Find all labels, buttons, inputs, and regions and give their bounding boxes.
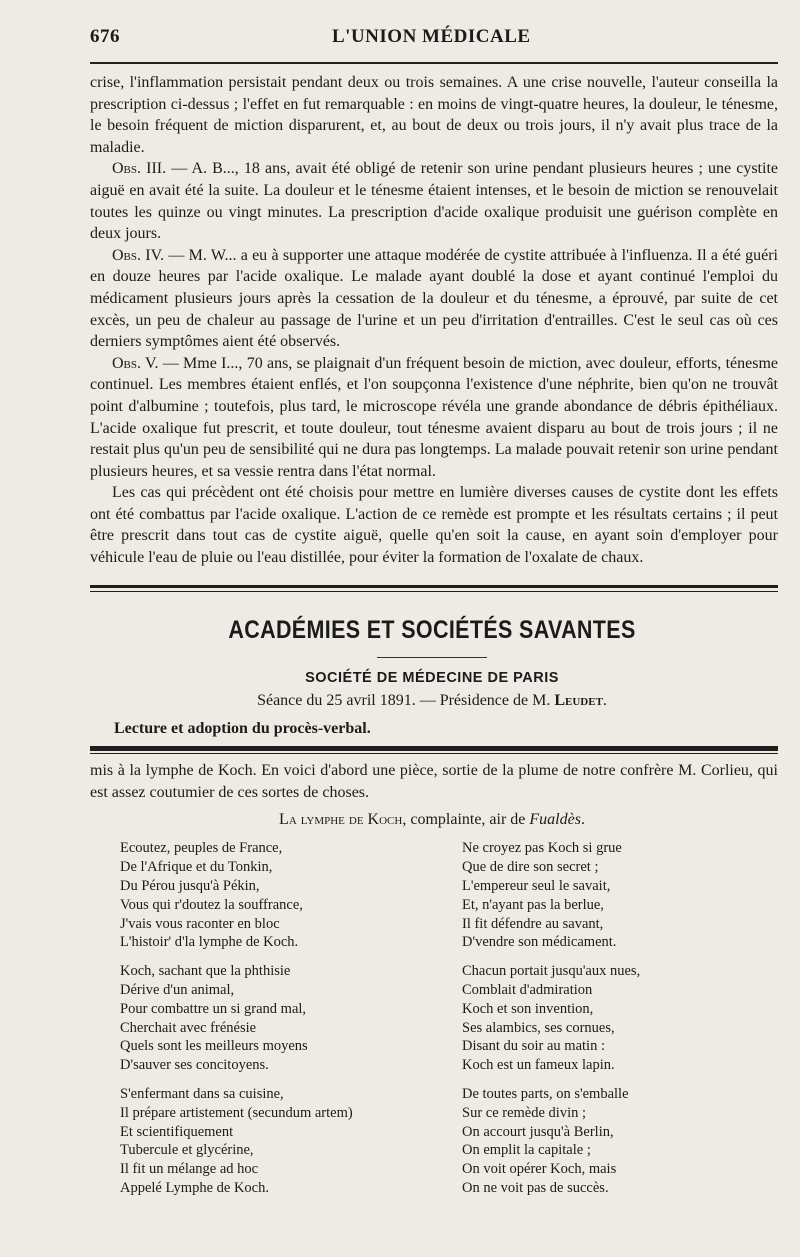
verse-line: Du Pérou jusqu'à Pékin, bbox=[120, 877, 260, 894]
stanza bbox=[462, 1085, 762, 1198]
verse-line: Il prépare artistement (secundum artem) bbox=[120, 1104, 353, 1121]
poem-title-rest: , complainte, air de bbox=[402, 811, 530, 829]
verse-line: Cherchait avec frénésie bbox=[120, 1019, 257, 1036]
header-rule bbox=[90, 62, 778, 64]
verse-line: D'sauver ses concitoyens. bbox=[120, 1057, 269, 1074]
paragraph bbox=[90, 353, 778, 483]
verse-line: D'vendre son médicament. bbox=[462, 934, 617, 951]
paragraph-text: Les cas qui précèdent ont été choisis pour mettre en lumière diverses causes de cystite dont les effets ont été combattus par l'acide oxalique. L'action de ce remède est prompte et les résultats certains ; il peut être prescrit dans tout cas de cystite aiguë, quelle qu'en soit la cause, en ayant soin d'employer pour véhicule l'eau de pluie ou l'eau distillée, pour éviter la formation de l'oxalate de chaux. bbox=[90, 484, 778, 567]
paragraph bbox=[90, 245, 778, 353]
verse-line: De l'Afrique et du Tonkin, bbox=[120, 859, 273, 876]
verse-line: Et, n'ayant pas la berlue, bbox=[462, 896, 604, 913]
stanza bbox=[462, 962, 762, 1075]
article-body bbox=[82, 72, 782, 569]
continuation-text: mis à la lymphe de Koch. En voici d'abord une pièce, sortie de la plume de notre confrère M. Corlieu, qui est assez coutumier de ces sortes de choses. bbox=[90, 762, 778, 801]
session-line bbox=[82, 692, 782, 710]
verse-line: On ne voit pas de succès. bbox=[462, 1179, 609, 1196]
poem-column-left bbox=[120, 839, 420, 1207]
journal-title: L'UNION MÉDICALE bbox=[332, 26, 531, 47]
verse-line: Pour combattre un si grand mal, bbox=[120, 1000, 307, 1017]
paragraph-text: — A. B..., 18 ans, avait été obligé de retenir son urine pendant plusieurs heures ; une cystite aiguë en avait été la suite. La douleur et le ténesme étaient intenses, et le besoin de miction se renouvelait toutes les quinze ou vingt minutes. La prescription d'acide oxalique produisit une guérison complète en deux jours. bbox=[90, 160, 778, 243]
verse-line: Dérive d'un animal, bbox=[120, 981, 235, 998]
poem-column-right bbox=[462, 839, 762, 1207]
verse-line: Appelé Lymphe de Koch. bbox=[120, 1179, 269, 1196]
verse-line: Koch et son invention, bbox=[462, 1000, 594, 1017]
verse-line: Tubercule et glycérine, bbox=[120, 1142, 254, 1159]
page-number: 676 bbox=[90, 26, 120, 47]
stanza bbox=[120, 1085, 420, 1198]
paragraph bbox=[90, 482, 778, 568]
verse-line: Ecoutez, peuples de France, bbox=[120, 840, 283, 857]
verse-line: Ne croyez pas Koch si grue bbox=[462, 840, 622, 857]
verse-line: Ses alambics, ses cornues, bbox=[462, 1019, 615, 1036]
divider-line bbox=[90, 746, 778, 751]
session-text: Séance du 25 avril 1891. — Présidence de M. bbox=[257, 692, 555, 710]
paragraph-text: crise, l'inflammation persistait pendant deux ou trois semaines. A une crise nouvelle, l'auteur conseilla la prescription ci-dessus ; l'effet en fut remarquable : en moins de vingt-quatre heures, la douleur, le ténesme, le besoin fréquent de miction disparurent, et, au bout de deux ou trois jours, il n'y avait plus trace de la maladie. bbox=[90, 74, 778, 156]
verse-line: J'vais vous raconter en bloc bbox=[120, 915, 280, 932]
verse-line: Koch est un fameux lapin. bbox=[462, 1057, 615, 1074]
verse-line: Comblait d'admiration bbox=[462, 981, 593, 998]
paragraph bbox=[90, 158, 778, 244]
verse-line: On accourt jusqu'à Berlin, bbox=[462, 1123, 614, 1140]
paragraph bbox=[90, 72, 778, 158]
verse-line: Koch, sachant que la phthisie bbox=[120, 963, 291, 980]
paragraph-text: — M. W... a eu à supporter une attaque modérée de cystite attribuée à l'influenza. Il a été guéri en douze heures par l'acide oxalique. Le malade ayant doublé la dose et ayant continué l'emploi du médicament plusieurs jours après la cessation de la douleur et du ténesme, a éprouvé, par suite de cet excès, un peu de chaleur au passage de l'urine et un peu d'irritation d'entrailles. C'est le seul cas où ces derniers symptômes aient été observés. bbox=[90, 246, 778, 351]
session-end: . bbox=[602, 692, 607, 710]
verse-line: On voit opérer Koch, mais bbox=[462, 1161, 617, 1178]
verse-line: Chacun portait jusqu'aux nues, bbox=[462, 963, 641, 980]
stanza bbox=[120, 839, 420, 952]
poem-title-main: La lymphe de Koch bbox=[279, 811, 403, 829]
section-heading: ACADÉMIES ET SOCIÉTÉS SAVANTES bbox=[228, 615, 636, 644]
observation-label: Obs. V. bbox=[112, 354, 159, 372]
verse-line: Vous qui r'doutez la souffrance, bbox=[120, 896, 303, 913]
verse-line: Quels sont les meilleurs moyens bbox=[120, 1038, 308, 1055]
continuation-paragraph bbox=[82, 760, 782, 803]
divider-line bbox=[90, 585, 778, 588]
verse-line: De toutes parts, on s'emballe bbox=[462, 1085, 629, 1102]
verse-line: S'enfermant dans sa cuisine, bbox=[120, 1085, 284, 1102]
verse-line: L'histoir' d'la lymphe de Koch. bbox=[120, 934, 299, 951]
president-name: Leudet bbox=[554, 692, 603, 710]
paragraph-text: — Mme I..., 70 ans, se plaignait d'un fréquent besoin de miction, avec douleur, efforts, ténesme continuel. Les membres étaient enflés, et l'on soupçonna l'existence d'une néphrite, bien qu'on ne trouvât point d'albumine ; toutefois, plus tard, le microscope révéla une grande abondance de débris épithéliaux. L'acide oxalique fut prescrit, et toute douleur, tout ténesme avaient disparu au bout de trois jours ; il ne restait plus qu'un peu de sensibilité qui ne dura pas longtemps. La malade pouvait retenir son urine pendant plusieurs heures, et sa vessie rentra dans l'état normal. bbox=[90, 354, 778, 480]
verse-line: Que de dire son secret ; bbox=[462, 859, 599, 876]
verse-line: Il fit un mélange ad hoc bbox=[120, 1161, 259, 1178]
verse-line: On emplit la capitale ; bbox=[462, 1142, 591, 1159]
observation-label: Obs. IV. bbox=[112, 246, 165, 264]
divider-line bbox=[90, 591, 778, 592]
divider-line bbox=[90, 753, 778, 754]
verse-line: Et scientifiquement bbox=[120, 1123, 234, 1140]
poem-title-air: Fualdès bbox=[529, 811, 581, 829]
stanza bbox=[462, 839, 762, 952]
poem-title-end: . bbox=[580, 811, 585, 829]
heading-rule bbox=[377, 657, 487, 659]
agenda-item: Lecture et adoption du procès-verbal. bbox=[114, 720, 371, 738]
section-divider bbox=[90, 585, 778, 592]
verse-line: Disant du soir au matin : bbox=[462, 1038, 605, 1055]
poem-title bbox=[82, 811, 782, 829]
stanza bbox=[120, 962, 420, 1075]
verse-line: Sur ce remède divin ; bbox=[462, 1104, 587, 1121]
observation-label: Obs. III. bbox=[112, 160, 167, 178]
column-break-rule bbox=[90, 746, 778, 754]
running-head bbox=[82, 22, 782, 52]
verse-line: Il fit défendre au savant, bbox=[462, 915, 604, 932]
verse-line: L'empereur seul le savait, bbox=[462, 877, 611, 894]
society-name: SOCIÉTÉ DE MÉDECINE DE PARIS bbox=[305, 670, 559, 687]
